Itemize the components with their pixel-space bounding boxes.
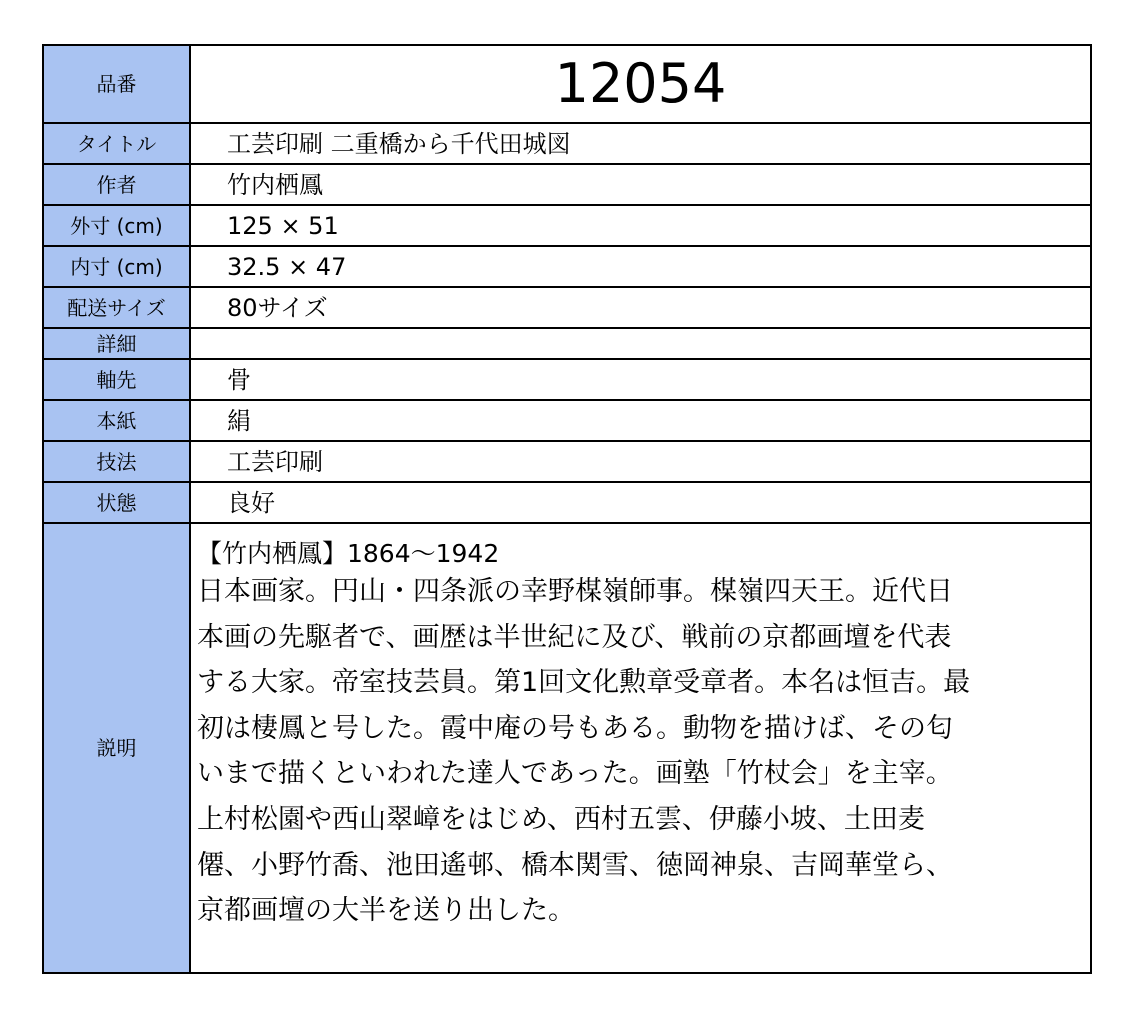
- item-number-label: 品番: [43, 45, 190, 123]
- inner-size-label: 内寸 (cm): [43, 246, 190, 287]
- description-line: する大家。帝室技芸員。第1回文化勲章受章者。本名は恒吉。最: [197, 667, 971, 699]
- roller-end-label: 軸先: [43, 359, 190, 400]
- artist-label: 作者: [43, 164, 190, 205]
- row-description: [43, 523, 1091, 973]
- description-line: 初は棲鳳と号した。霞中庵の号もある。動物を描けば、その匂: [197, 712, 953, 744]
- description-line: いまで描くといわれた達人であった。画塾「竹杖会」を主宰。: [197, 758, 953, 790]
- description-line: 京都画壇の大半を送り出した。: [197, 895, 575, 927]
- technique-label: 技法: [43, 441, 190, 482]
- outer-size-value: 125 × 51: [190, 205, 1091, 246]
- shipping-size-value: 80サイズ: [190, 287, 1091, 328]
- description-line: 僊、小野竹喬、池田遙邨、橋本関雪、徳岡神泉、吉岡華堂ら、: [197, 849, 953, 881]
- row-shipping-size: [43, 287, 1091, 328]
- description-body: [197, 569, 1084, 934]
- technique-value: 工芸印刷: [190, 441, 1091, 482]
- inner-size-value: 32.5 × 47: [190, 246, 1091, 287]
- row-technique: [43, 441, 1091, 482]
- shipping-size-label: 配送サイズ: [43, 287, 190, 328]
- base-material-value: 絹: [190, 400, 1091, 441]
- item-number-value: 12054: [190, 45, 1091, 123]
- row-base-material: [43, 400, 1091, 441]
- description-label: 説明: [43, 523, 190, 973]
- row-title: [43, 123, 1091, 164]
- row-artist: [43, 164, 1091, 205]
- row-condition: [43, 482, 1091, 523]
- description-value: [190, 523, 1091, 973]
- row-inner-size: [43, 246, 1091, 287]
- condition-value: 良好: [190, 482, 1091, 523]
- description-line: 上村松園や西山翠嶂をはじめ、西村五雲、伊藤小坡、土田麦: [197, 803, 925, 835]
- row-item-number: [43, 45, 1091, 123]
- row-outer-size: [43, 205, 1091, 246]
- base-material-label: 本紙: [43, 400, 190, 441]
- description-line: 本画の先駆者で、画歴は半世紀に及び、戦前の京都画壇を代表: [197, 621, 952, 653]
- details-label: 詳細: [43, 328, 190, 359]
- title-value: 工芸印刷 二重橋から千代田城図: [190, 123, 1091, 164]
- outer-size-label: 外寸 (cm): [43, 205, 190, 246]
- title-label: タイトル: [43, 123, 190, 164]
- row-details: [43, 328, 1091, 359]
- description-line: 日本画家。円山・四条派の幸野楳嶺師事。楳嶺四天王。近代日: [197, 576, 953, 607]
- description-heading: 【竹内栖鳳】1864〜1942: [197, 539, 500, 568]
- details-value: [190, 328, 1091, 359]
- artist-value: 竹内栖鳳: [190, 164, 1091, 205]
- roller-end-value: 骨: [190, 359, 1091, 400]
- condition-label: 状態: [43, 482, 190, 523]
- row-roller-end: [43, 359, 1091, 400]
- product-spec-table: [42, 44, 1092, 974]
